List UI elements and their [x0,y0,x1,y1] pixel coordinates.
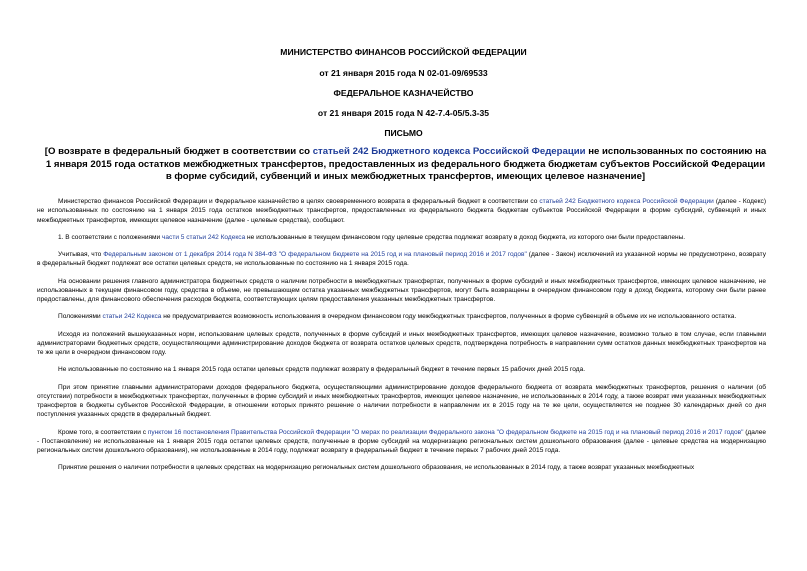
code-part-link[interactable]: части 5 статьи 242 Кодекса [162,233,246,241]
code-article-link[interactable]: статьи 242 Кодекса [102,313,162,321]
ministry-name: МИНИСТЕРСТВО ФИНАНСОВ РОССИЙСКОЙ ФЕДЕРАЦИИ [280,47,527,57]
document-body [37,197,766,481]
paragraph-administrators: При этом принятие главными администраторами доходов федерального бюджета, осуществляющими администрирование доходов федерального бюджета от возврата межбюджетных трансфертов, решения о наличии (об отсутствии) потребности в межбюджетных трансфертах, полученных в форме субсидий и иных межбюджетных трансфертов, имеющих целевое назначение, не использованных в 2014 году, а также возврат ими указанных межбюджетных трансфертов в бюджеты субъектов Российской Федерации, в отношении которых принято решение о наличии потребности в направлении их в 2015 году на те же цели, осуществляется не позднее 30 календарных дней со дня поступления указанных средств в федеральный бюджет. [37,383,766,419]
paragraph-text: Положениями [58,313,103,321]
paragraph-text: (далее - Постановление) не использованные на 1 января 2015 года остатки целевых средств, полученные в форме субсидий на модернизацию региональных систем дошкольного образования (далее - целевые средства на модернизацию региональных систем дошкольного образования), не использованные в 2014 году, подлежат возврату в федеральный бюджет в течение первых 7 рабочих дней 2015 года. [37,428,767,454]
paragraph-text: не использованные в текущем финансовом году целевые средства подлежат возврату в доход бюджета, из которого они были предоставлены. [245,233,686,241]
treasury-letter-date: от 21 января 2015 года N 42-7.4-05/5.3-35 [317,108,490,118]
resolution-link[interactable]: пунктом 16 постановления Правительства Российской Федерации "О мерах по реализации Федерального закона "О федеральном бюджете на 2015 год и на плановый период 2016 и 2017 годов" [147,428,744,436]
paragraph-usage: Исходя из положений вышеуказанных норм, использование целевых средств, полученных в форме субсидий и иных межбюджетных трансфертов, имеющих целевое назначение, возможно только в том случае, если главными администраторами бюджетных средств, осуществляющими администрирование доходов бюджета от возврата остатков целевых средств, подтверждена потребность в направлении сумм остатков данных межбюджетных трансфертов на те же цели в очередном финансовом году. [37,330,766,356]
federal-law-link[interactable]: Федеральным законом от 1 декабря 2014 года N 384-ФЗ "О федеральном бюджете на 2015 год и на плановый период 2016 и 2017 годов" [103,251,527,258]
ministry-letter-date: от 21 января 2015 года N 02-01-09/69533 [319,68,488,78]
paragraph-text: Учитывая, что [58,251,104,258]
title-text-start: [О возврате в федеральный бюджет в соответствии со [44,146,313,157]
paragraph-intro [37,197,766,225]
paragraph-text: 1. В соответствии с положениями [58,233,162,241]
paragraph-item-1 [37,233,766,242]
paragraph-text: (далее - Кодекс) не использованных по состоянию на 1 января 2015 года остатков межбюджетных трансфертов, предоставленных из федерального бюджета бюджетам субъектов Российской Федерации в форме субсидий, субвенций и иных межбюджетных трансфертов, имеющих целевое назначение (далее - целевые средства), сообщают. [37,198,767,224]
paragraph-subventions [37,312,766,321]
paragraph-text: Министерство финансов Российской Федерации и Федеральное казначейство в целях своевременного возврата в федеральный бюджет в соответствии со [58,198,540,205]
code-article-link[interactable]: статьей 242 Бюджетного кодекса Российской Федерации [539,198,714,205]
treasury-name: ФЕДЕРАЛЬНОЕ КАЗНАЧЕЙСТВО [333,88,474,98]
document-type: ПИСЬМО [384,128,423,138]
paragraph-preschool: Принятие решения о наличии потребности в целевых средствах на модернизацию региональных систем дошкольного образования, не использованных в 2014 году, а также возврат указанных межбюджетных [58,464,695,472]
paragraph-text: (далее - Закон) исключений из указанной нормы не предусмотрено, возврату в федеральный бюджет подлежат все остатки целевых средств, не использованные по состоянию на 1 января 2015 года. [37,251,766,268]
paragraph-resolution [37,428,766,456]
paragraph-text: Кроме того, в соответствии с [58,428,148,436]
title-text-end: не использованных по состоянию на 1 января 2015 года остатков межбюджетных трансфертов, предоставленных из федерального бюджета бюджетам субъектов Российской Федерации в форме субсидий, субвенций и иных межбюджетных трансфертов, имеющих целевое назначение] [45,146,767,183]
paragraph-federal-law [37,250,766,269]
paragraph-return-deadline: Не использованные по состоянию на 1 января 2015 года остатки целевых средств подлежат возврату в федеральный бюджет в течение первых 15 рабочих дней 2015 года. [58,366,586,374]
paragraph-decision: На основании решения главного администратора бюджетных средств о наличии потребности в межбюджетных трансфертах, полученных в форме субсидий и иных межбюджетных трансфертов, имеющих целевое назначение, не использованных в текущем финансовом году, средства в объеме, не превышающем остатка указанных межбюджетных трансфертов, могут быть возвращены в очередном финансовом году в доход бюджета, которому они были ранее предоставлены, для финансового обеспечения расходов бюджета, соответствующих целям предоставления указанных межбюджетных трансфертов. [37,277,766,303]
document-title [44,146,767,184]
title-code-link[interactable]: статьей 242 Бюджетного кодекса Российской Федерации [312,146,586,157]
paragraph-text: не предусматривается возможность использования в очередном финансовом году межбюджетных трансфертов, полученных в форме субвенций в объеме их не использованного остатка. [161,313,737,321]
